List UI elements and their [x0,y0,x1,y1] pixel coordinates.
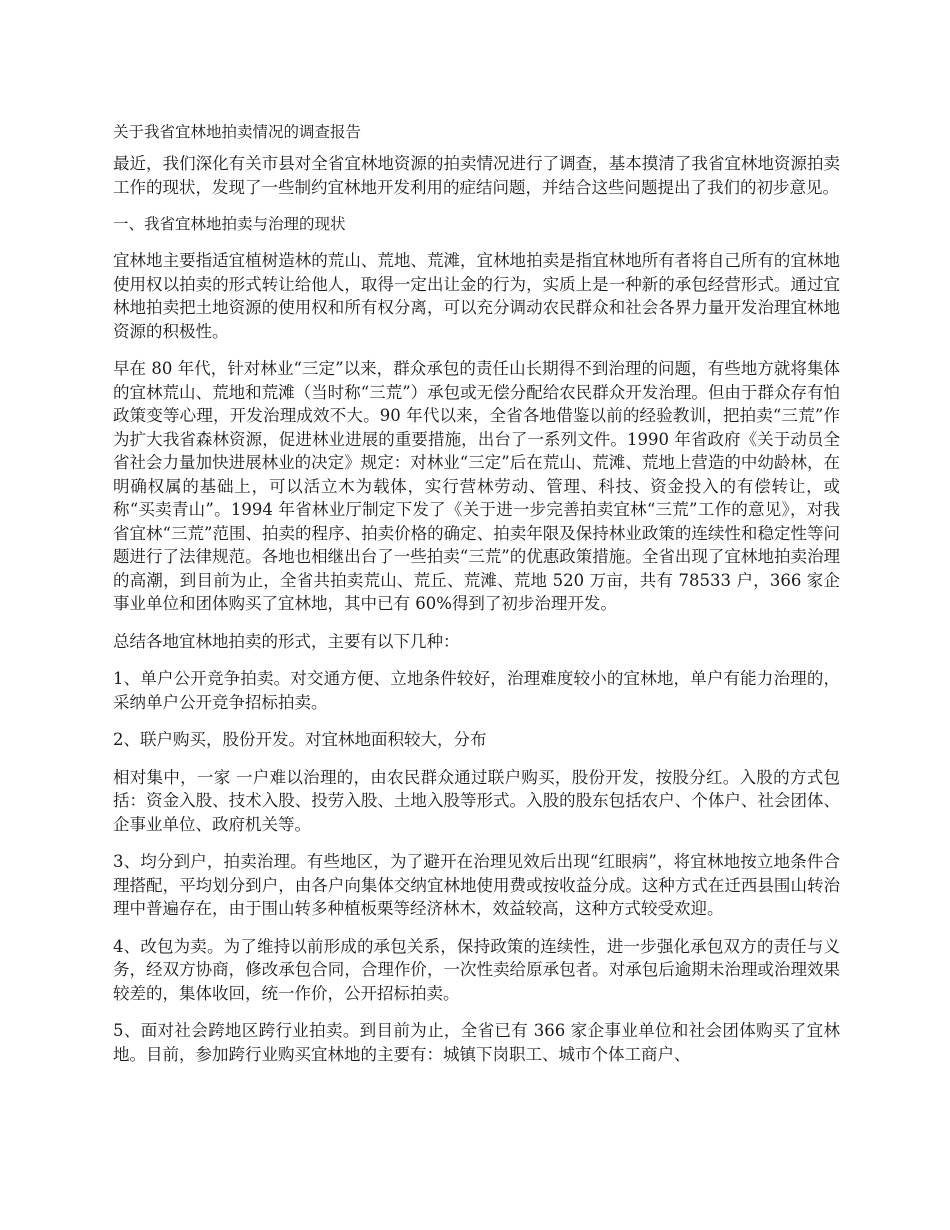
list-item-1: 1、单户公开竞争拍卖。对交通方便、立地条件较好，治理难度较小的宜林地，单户有能力治理的，采纳单户公开竞争招标拍卖。 [113,669,840,712]
intro-paragraph: 最近，我们深化有关市县对全省宜林地资源的拍卖情况进行了调查，基本摸清了我省宜林地资源拍卖工作的现状，发现了一些制约宜林地开发利用的症结问题，并结合这些问题提出了我们的初步意见。 [113,154,840,197]
list-item-5: 5、面对社会跨地区跨行业拍卖。到目前为止，全省已有 366 家企事业单位和社会团体购买了宜林地。目前，参加跨行业购买宜林地的主要有：城镇下岗职工、城市个体工商户、 [113,1021,840,1064]
document-page [113,121,840,1080]
list-item-3: 3、均分到户，拍卖治理。有些地区，为了避开在治理见效后出现“红眼病”，将宜林地按立地条件合理搭配，平均划分到户，由各户向集体交纳宜林地使用费或按收益分成。这种方式在迁西县围山转治理中普遍存在，由于围山转多种植板栗等经济林木，效益较高，这种方式较受欢迎。 [113,852,840,918]
list-item-2-heading: 2、联户购买，股份开发。对宜林地面积较大，分布 [113,730,487,749]
paragraph-summary: 总结各地宜林地拍卖的形式，主要有以下几种： [113,631,460,651]
paragraph-definition: 宜林地主要指适宜植树造林的荒山、荒地、荒滩，宜林地拍卖是指宜林地所有者将自己所有的宜林地使用权以拍卖的形式转让给他人，取得一定出让金的行为，实质上是一种新的承包经营形式。通过宜林地拍卖把土地资源的使用权和所有权分离，可以充分调动农民群众和社会各界力量开发治理宜林地资源的积极性。 [113,251,840,341]
document-title: 关于我省宜林地拍卖情况的调查报告 [113,123,362,141]
list-item-2-body: 相对集中，一家 一户难以治理的，由农民群众通过联户购买，股份开发，按股分红。入股的方式包括：资金入股、技术入股、投劳入股、土地入股等形式。入股的股东包括农户、个体户、社会团体、企事业单位、政府机关等。 [113,767,840,834]
section-heading: 一、我省宜林地拍卖与治理的现状 [113,215,346,233]
paragraph-history: 早在 80 年代，针对林业“三定”以来，群众承包的责任山长期得不到治理的问题，有些地方就将集体的宜林荒山、荒地和荒滩（当时称“三荒”）承包或无偿分配给农民群众开发治理。但由于群众存有怕政策变等心理，开发治理成效不大。90 年代以来，全省各地借鉴以前的经验教训，把拍卖“三荒”作为扩大我省森林资源，促进林业进展的重要措施，出台了一系列文件。1990 年省政府《关于动员全省社会力量加快进展林业的决定》规定：对林业“三定”后在荒山、荒滩、荒地上营造的中幼龄林，在明确权属的基础上，可以活立木为载体，实行营林劳动、管理、科技、资金投入的有偿转让，或称“买卖青山”。1994 年省林业厅制定下发了《关于进一步完善拍卖宜林“三荒”工作的意见》，对我省宜林“三荒”范围、拍卖的程序、拍卖价格的确定、拍卖年限及保持林业政策的连续性和稳定性等问题进行了法律规范。各地也相继出台了一些拍卖“三荒”的优惠政策措施。全省出现了宜林地拍卖治理的高潮，到目前为止，全省共拍卖荒山、荒丘、荒滩、荒地 520 万亩，共有 78533 户，366 家企事业单位和团体购买了宜林地，其中已有 60%得到了初步治理开发。 [113,359,840,613]
list-item-4: 4、改包为卖。为了维持以前形成的承包关系，保持政策的连续性，进一步强化承包双方的责任与义务，经双方协商，修改承包合同，合理作价，一次性卖给原承包者。对承包后逾期未治理或治理效果较差的，集体收回，统一作价，公开招标拍卖。 [113,936,840,1003]
